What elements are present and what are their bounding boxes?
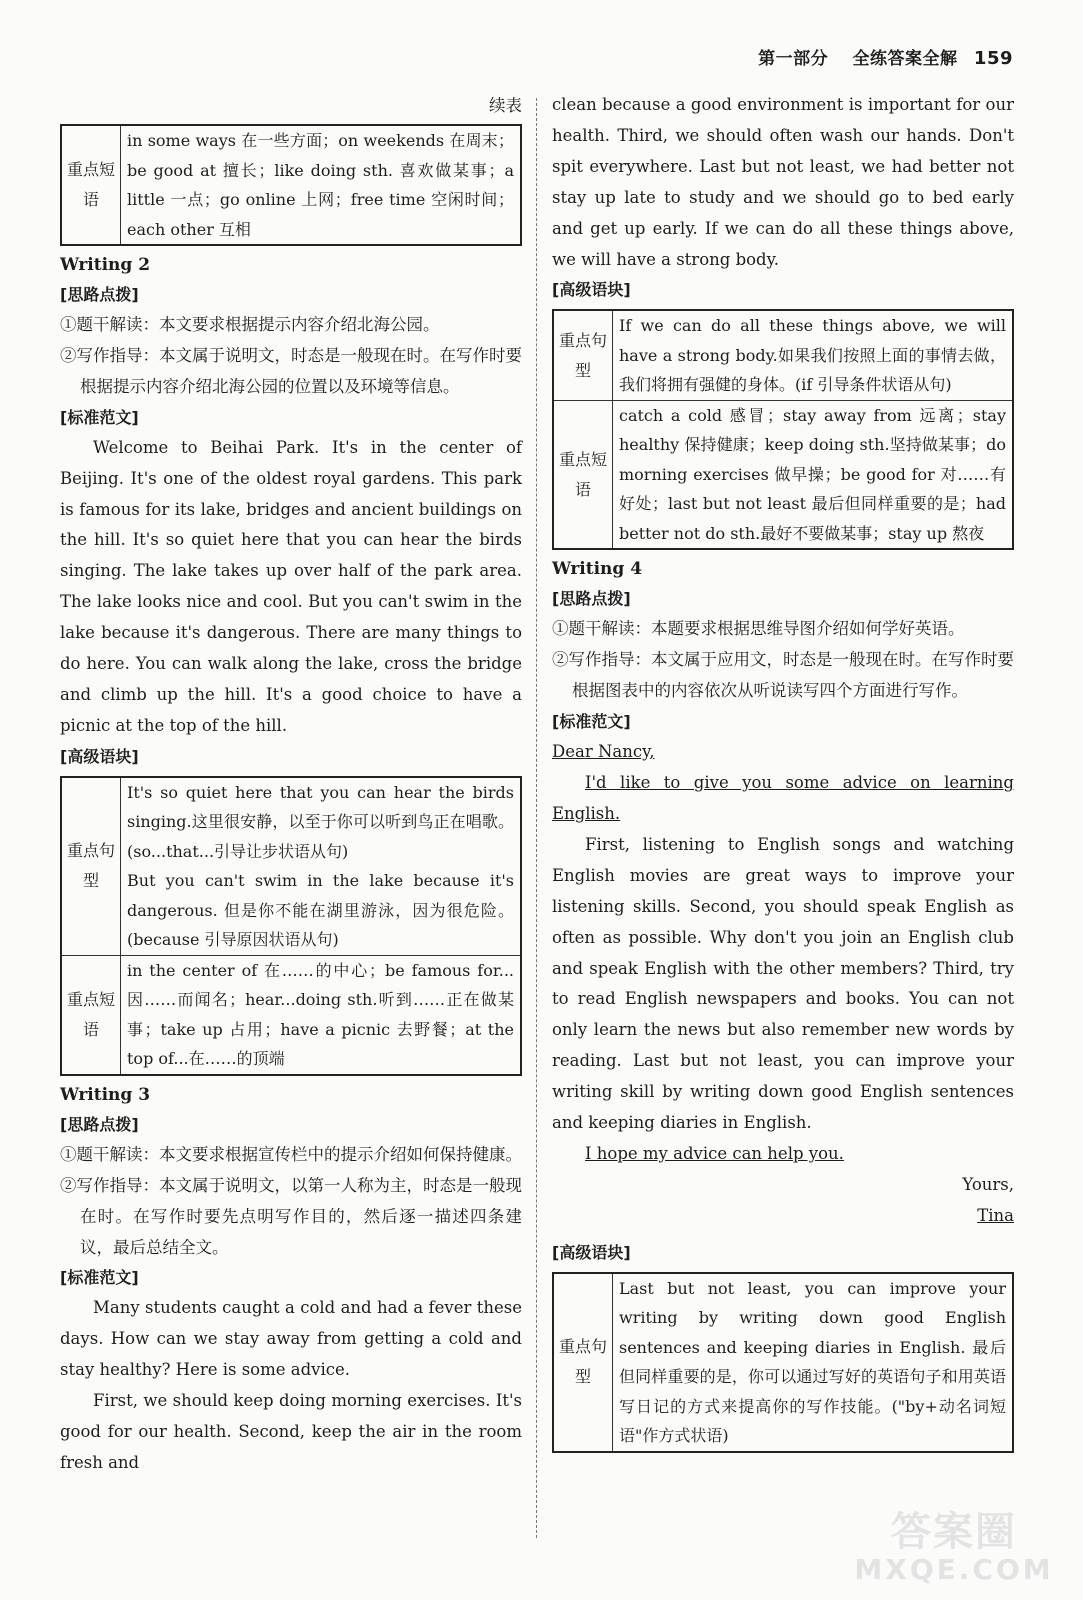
table-label: 重点句型 [553,1273,613,1452]
analysis-item: ①题干解读：本文要求根据宣传栏中的提示介绍如何保持健康。 [60,1144,522,1164]
table-label: 重点句型 [61,777,121,956]
letter-salutation: Dear Nancy, [552,742,655,762]
model-essay-paragraph: Many students caught a cold and had a fever these days. How can we stay away from getting a cold and stay healthy? Here is some advice. [60,1298,522,1380]
language-chunk-table [552,1272,1014,1453]
letter-name-line [552,1201,1014,1232]
left-column [60,88,522,1479]
letter-closing: I hope my advice can help you. [585,1143,844,1163]
watermark-logo-text: 答案圈 [891,1509,1017,1555]
column-divider [536,98,537,1538]
guidance-item: ②写作指导：本文属于应用文，时态是一般现在时。在写作时要根据图表中的内容依次从听说读写四个方面进行写作。 [552,650,1014,701]
book-title: 全练答案全解 [852,49,958,69]
table-label: 重点句型 [553,310,613,400]
table-cell: in the center of 在……的中心；be famous for... 因……而闻名；hear...doing sth.听到……正在做某事；take up 占用；have a picnic 去野餐；at the top of...在……的顶端 [121,955,522,1075]
analysis-item: ①题干解读：本题要求根据思维导图介绍如何学好英语。 [552,619,965,639]
section-tag: [高级语块] [552,280,631,300]
page-header [758,44,1013,69]
watermark-url: MXQE.COM [854,1553,1054,1586]
sentence-pattern: It's so quiet here that you can hear the birds singing.这里很安静，以至于你可以听到鸟正在唱歌。(so...that...引导让步状语从句) [127,782,514,861]
letter-closing-line [552,1139,1014,1170]
right-column [552,90,1014,1457]
guidance-item: ②写作指导：本文属于说明文，时态是一般现在时。在写作时要根据提示内容介绍北海公园的位置以及环境等信息。 [60,345,522,396]
table-label: 重点短语 [61,955,121,1075]
page-number: 159 [973,48,1013,69]
section-tag: [高级语块] [552,1242,631,1262]
letter-opening-line [552,768,1014,830]
site-watermark [839,1510,1069,1590]
section-tag: [标准范文] [552,712,631,732]
phrase-table-writing1 [60,124,522,246]
section-tag: [高级语块] [60,746,139,766]
table-label: 重点短语 [61,125,121,245]
language-chunk-table [60,776,522,1076]
table-cell: Last but not least, you can improve your writing by writing down good English sentences and keeping diaries in English. 最后但同样重要的是，你可以通过写好的英语句子和用英语写日记的方式来提高你的写作技能。("by+动名词短语"作方式状语) [613,1273,1014,1452]
writing-4-title: Writing 4 [552,559,643,580]
writing-3-title: Writing 3 [60,1084,151,1105]
letter-body: First, listening to English songs and watching English movies are great ways to improve your listening skills. Second, you should speak English as often as possible. Why don't you join an English club and speak English with the other members? Third, try to read English newspapers and books. You can not only learn the news but also remember new words by reading. Last but not least, you can improve your writing skill by writing down good English sentences and keeping diaries in English. [552,834,1014,1133]
analysis-item: ①题干解读：本文要求根据提示内容介绍北海公园。 [60,315,440,334]
table-cell: catch a cold 感冒；stay away from 远离；stay healthy 保持健康；keep doing sth.坚持做某事；do morning exercises 做早操；be good for 对……有好处；last but not least 最后但同样重要的是；had better not do sth.最好不要做某事；stay up 熬夜 [613,400,1014,549]
letter-signoff: Yours, [962,1174,1014,1194]
section-tag: [思路点拨] [60,285,139,304]
sentence-pattern: But you can't swim in the lake because it's dangerous. 但是你不能在湖里游泳，因为很危险。(because 引导原因状语从句) [127,871,514,950]
table-label: 重点短语 [553,400,613,549]
section-tag: [思路点拨] [552,589,631,609]
section-tag: [标准范文] [60,1268,139,1288]
table-cell: in some ways 在一些方面；on weekends 在周末；be good at 擅长；like doing sth. 喜欢做某事；a little 一点；go online 上网；free time 空闲时间；each other 互相 [121,125,522,245]
section-tag: [标准范文] [60,407,139,427]
table-cell [121,777,522,956]
section-label: 第一部分 [758,49,829,69]
model-essay: Welcome to Beihai Park. It's in the center of Beijing. It's one of the oldest royal gardens. This park is famous for its lake, bridges and ancient buildings on the hill. It's so quiet here that you can hear the birds singing. The lake takes up over half of the park area. The lake looks nice and cool. But you can't swim in the lake because it's dangerous. There are many things to do here. You can walk along the lake, cross the bridge and climb up the hill. It's a good choice to have a picnic at the top of the hill. [60,437,522,735]
letter-opening: I'd like to give you some advice on learning English. [552,773,1014,823]
writing-2-title: Writing 2 [60,255,151,275]
letter-signature: Tina [977,1205,1014,1225]
model-essay-paragraph: First, we should keep doing morning exercises. It's good for our health. Second, keep the air in the room fresh and [60,1391,522,1472]
model-essay-continued: clean because a good environment is important for our health. Third, we should often wash our hands. Don't spit everywhere. Last but not least, we had better not stay up late to study and we should go to bed early and get up early. If we can do all these things above, we will have a strong body. [552,95,1014,269]
continued-label: 续表 [489,96,522,115]
language-chunk-table [552,309,1014,550]
guidance-item: ②写作指导：本文属于说明文，以第一人称为主，时态是一般现在时。在写作时要先点明写作目的，然后逐一描述四条建议，最后总结全文。 [60,1175,522,1257]
section-tag: [思路点拨] [60,1114,139,1134]
table-cell: If we can do all these things above, we will have a strong body.如果我们按照上面的事情去做，我们将拥有强健的身体。(if 引导条件状语从句) [613,310,1014,400]
